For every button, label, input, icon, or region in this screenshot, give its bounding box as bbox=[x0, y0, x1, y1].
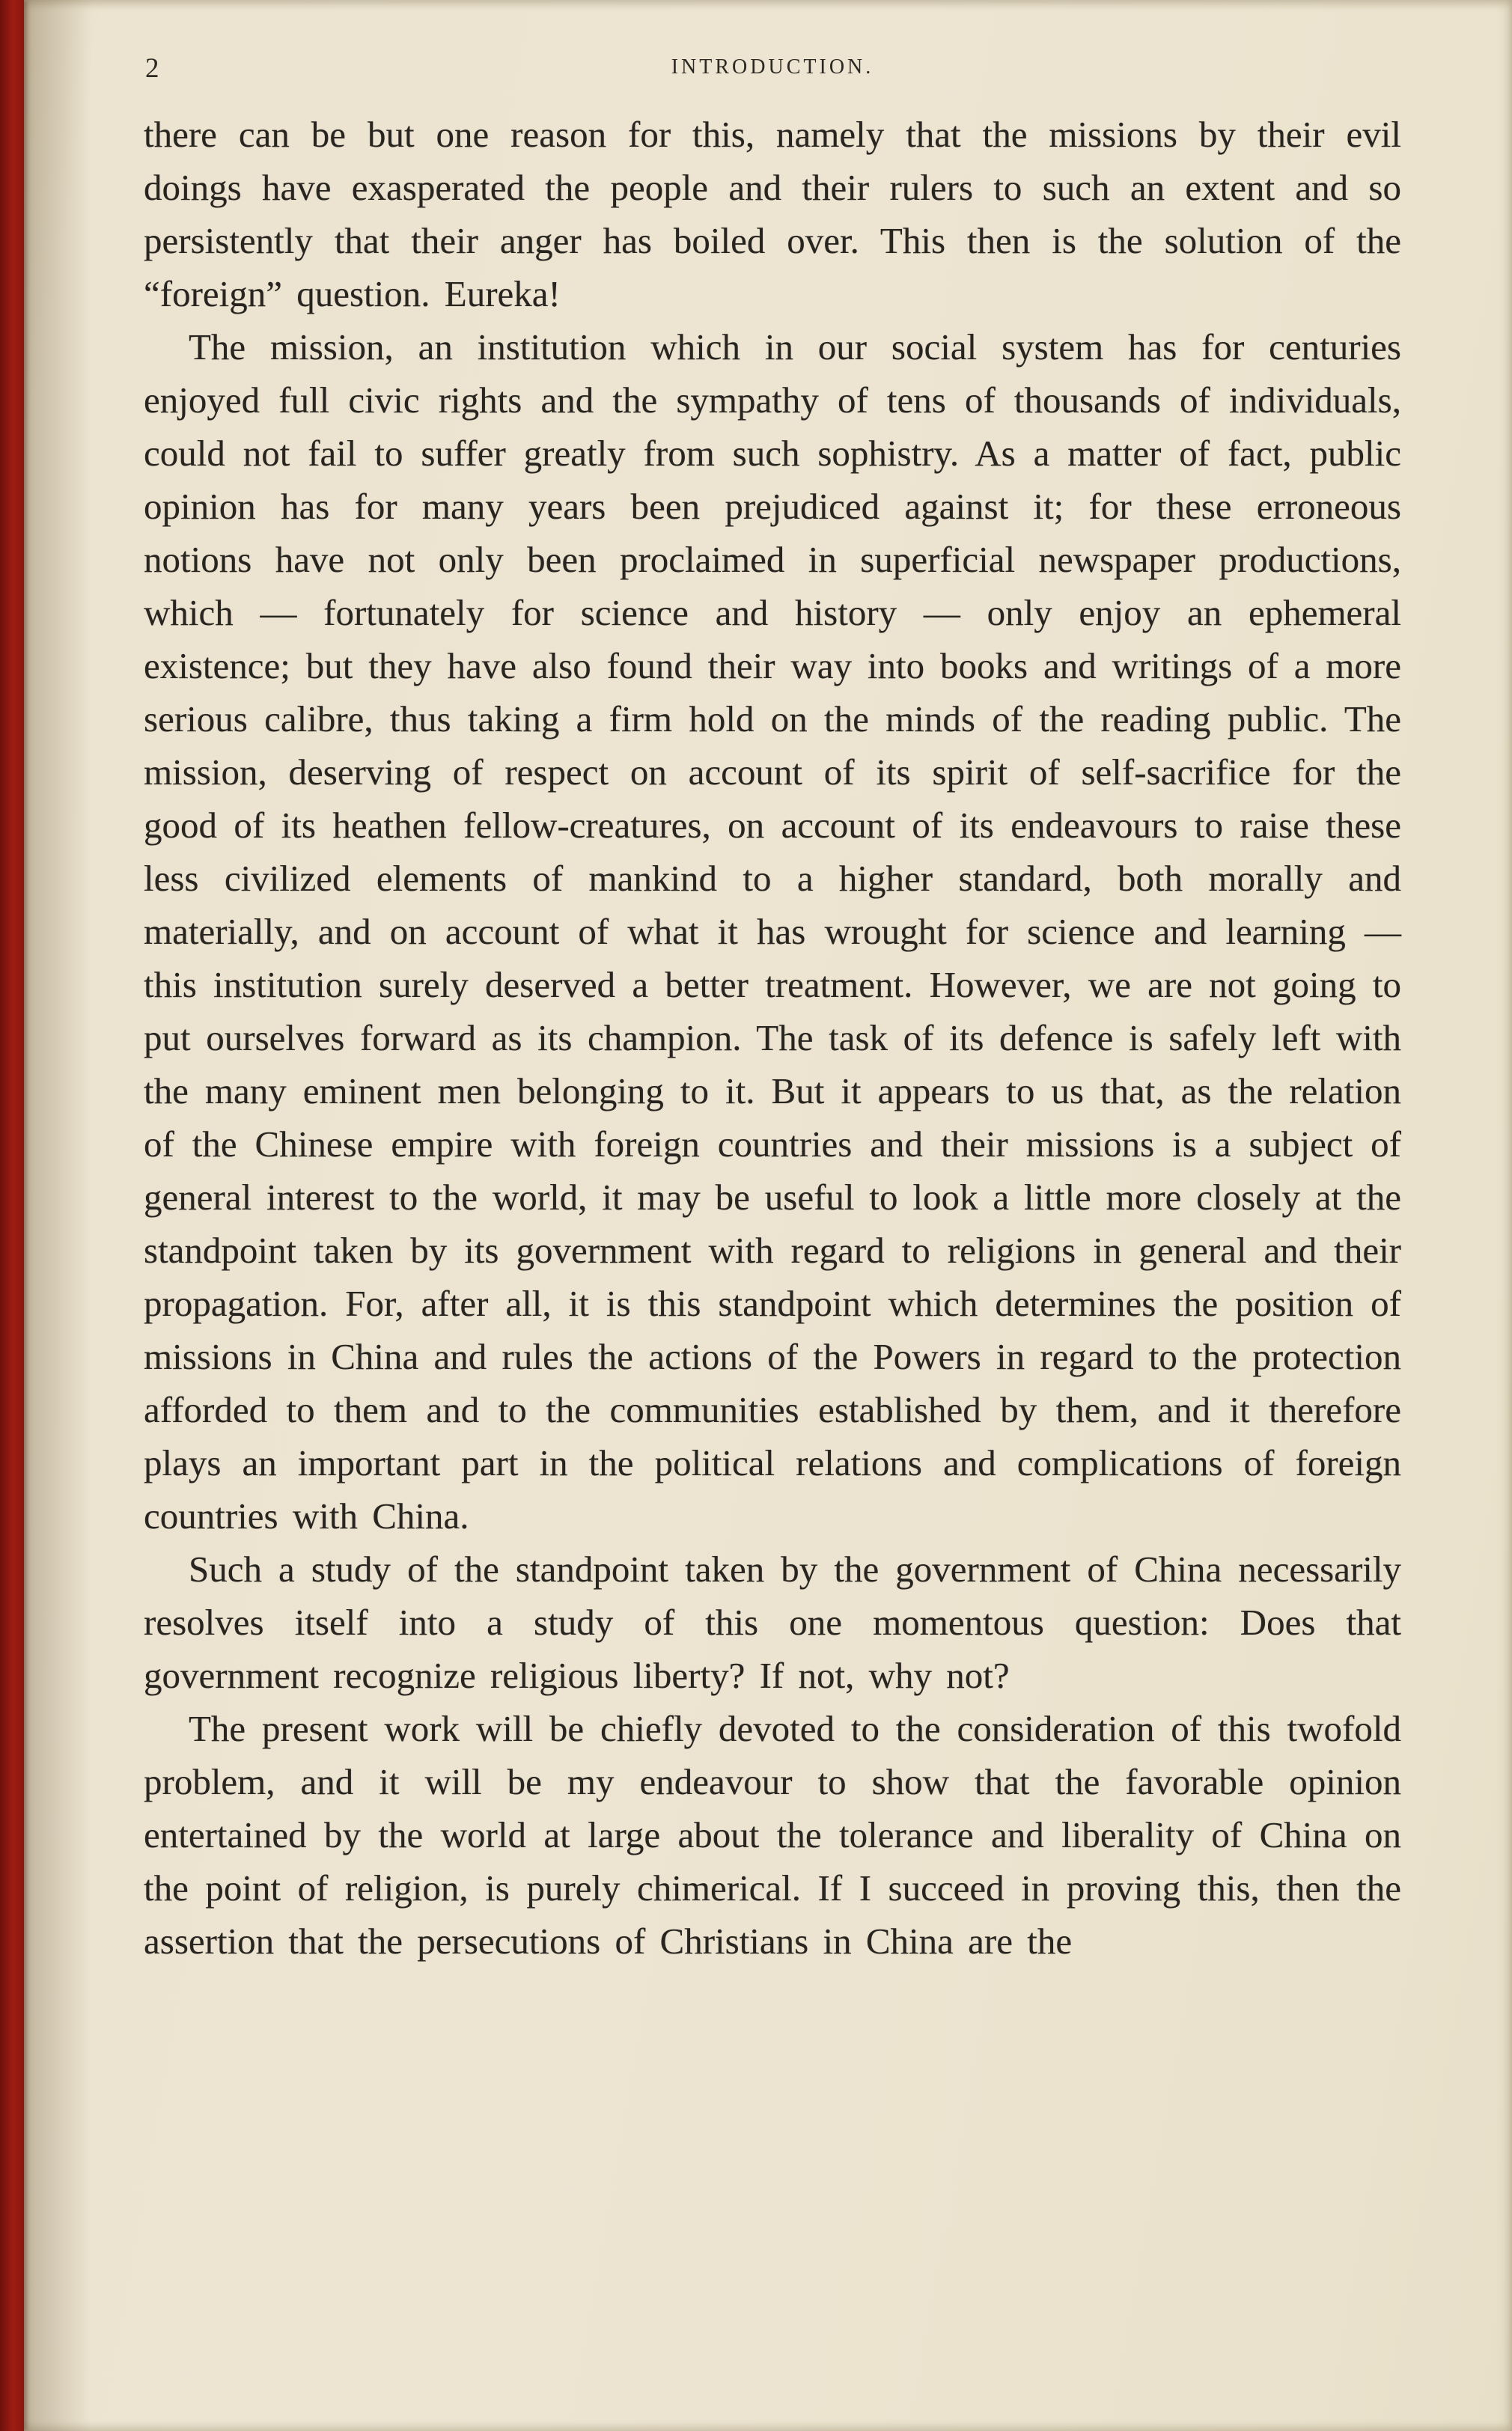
paragraph: The present work will be chiefly devoted to the consideration of this twofold problem, and it will be my endeavour to show that the favorable opinion entertained by the world at large about the tolerance and liberality of China on the point of religion, is purely chimerical. If I succeed in proving this, then the assertion that the persecutions of Christians in China are the bbox=[144, 1708, 1401, 1962]
page-content-area bbox=[144, 48, 1401, 1968]
book-binding-edge bbox=[0, 0, 24, 2431]
running-header: INTRODUCTION. bbox=[671, 55, 874, 79]
text-block bbox=[144, 108, 1401, 1968]
paragraph: there can be but one reason for this, namely that the missions by their evil doings have exasperated the people and their rulers to such an extent and so persistently that their anger has boiled over. This then is the solution of the “foreign” question. Eureka! bbox=[144, 114, 1401, 314]
gutter-shadow bbox=[24, 0, 91, 2431]
paragraph: Such a study of the standpoint taken by the government of China necessarily resolves itself into a study of this one momentous question: Does that government recognize religious liberty? If not, why not? bbox=[144, 1549, 1401, 1696]
page-number: 2 bbox=[145, 53, 159, 84]
running-header-row bbox=[144, 48, 1401, 94]
paragraph: The mission, an institution which in our social system has for centuries enjoyed full civic rights and the sympathy of tens of thousands of individuals, could not fail to suffer greatly from such sophistry. As a matter of fact, public opinion has for many years been prejudiced against it; for these erroneous notions have not only been proclaimed in superficial newspaper productions, which — fortunately for science and history — only enjoy an ephemeral existence; but they have also found their way into books and writings of a more serious calibre, thus taking a firm hold on the minds of the reading public. The mission, deserving of respect on account of its spirit of self-sacrifice for the good of its heathen fellow-creatures, on account of its endeavours to raise these less civilized elements of mankind to a higher standard, both morally and materially, and on account of what it has wrought for science and learning — this institution surely deserved a better treatment. However, we are not going to put ourselves forward as its champion. The task of its defence is safely left with the many eminent men belonging to it. But it appears to us that, as the relation of the Chinese empire with foreign countries and their missions is a subject of general interest to the world, it may be useful to look a little more closely at the standpoint taken by its government with regard to religions in general and their propagation. For, after all, it is this standpoint which determines the position of missions in China and rules the actions of the Powers in regard to the protection afforded to them and to the communities established by them, and it therefore plays an important part in the political relations and complications of foreign countries with China. bbox=[144, 326, 1401, 1537]
